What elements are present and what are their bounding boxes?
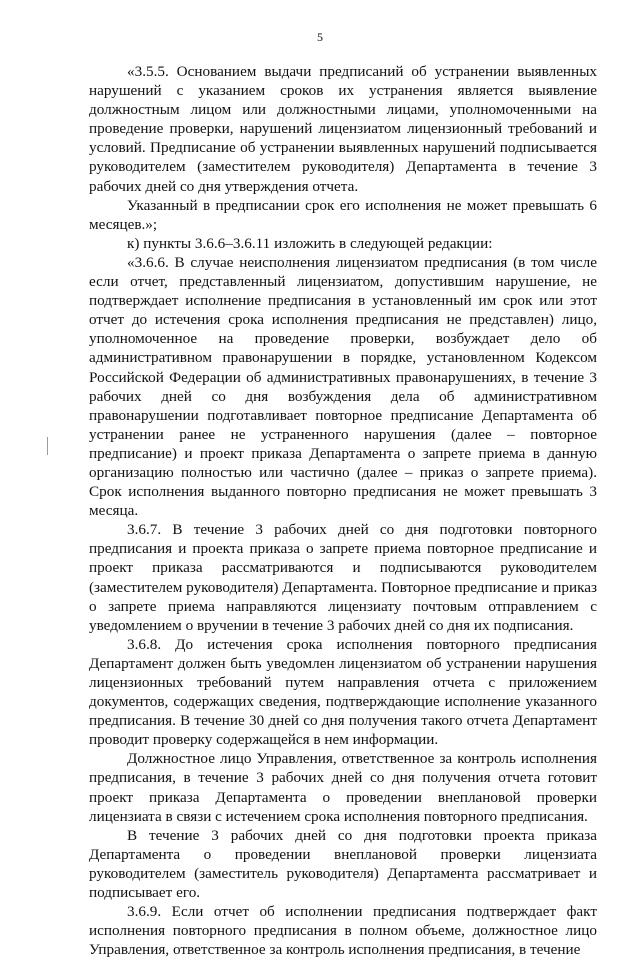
paragraph-inspection-order: В течение 3 рабочих дней со дня подготовки проекта приказа Департамента о проведении внеплановой проверки лицензиата руководителем (заместитель руководителя) Департамента рассматривает и подписывает его. xyxy=(89,826,597,902)
page-number: 5 xyxy=(317,30,323,44)
paragraph-deadline-limit: Указанный в предписании срок его исполнения не может превышать 6 месяцев.»; xyxy=(89,196,597,233)
paragraph-item-k: к) пункты 3.6.6–3.6.11 изложить в следующей редакции: xyxy=(127,234,493,252)
paragraph-3-6-9: 3.6.9. Если отчет об исполнении предписания подтверждает факт исполнения повторного предписания в полном объеме, должностное лицо Управления, ответственное за контроль исполнения предписания, в течение xyxy=(89,903,597,959)
paragraph-official-responsible: Должностное лицо Управления, ответственное за контроль исполнения предписания, в течение 3 рабочих дней со дня получения отчета готовит проект приказа Департамента о проведении внеплановой проверки лицензиата в связи с истечением срока исполнения повторного предписания. xyxy=(89,750,597,825)
paragraph-3-6-8: 3.6.8. До истечения срока исполнения повторного предписания Департамент должен быть уведомлен лицензиатом об устранении нарушения лицензионных требований путем направления отчета с приложением документов, содержащих сведения, подтверждающие исполнение указанного предписания. В течение 30 дней со дня получения такого отчета Департамент проводит проверку содержащейся в нем информации. xyxy=(89,635,597,749)
paragraph-3-6-7: 3.6.7. В течение 3 рабочих дней со дня подготовки повторного предписания и проекта приказа о запрете приема повторное предписание и проект приказа рассматриваются и подписываются руководителем (заместителем руководителя) Департамента. Повторное предписание и приказ о запрете приема направляются лицензиату почтовым отправлением с уведомлением о вручении в течение 3 рабочих дней со дня их подписания. xyxy=(89,521,597,634)
paragraph-3-6-6: «3.6.6. В случае неисполнения лицензиатом предписания (в том числе если отчет, представленный лицензиатом, допустившим нарушение, не подтверждает исполнение предписания в установленный им срок или этот отчет до истечения срока исполнения предписания не представлен) лицо, уполномоченное на проведение проверки, возбуждает дело об административном правонарушении в порядке, установленном Кодексом Российской Федерации об административных правонарушениях, в течение 3 рабочих дней со дня возбуждения дела об административном правонарушении подготавливает повторное предписание Департамента об устранении ранее не устраненного нарушения (далее – повторное предписание) и проект приказа Департамента о запрете приема в данную организацию полностью или частично (далее – приказ о запрете приема). Срок исполнения выданного повторно предписания не может превышать 3 месяца. xyxy=(89,253,597,520)
document-body xyxy=(89,62,597,959)
margin-mark xyxy=(47,437,48,455)
paragraph-3-5-5: «3.5.5. Основанием выдачи предписаний об устранении выявленных нарушений с указанием сроков их устранения является выявление должностным лицом или должностными лицами, уполномоченными на проведение проверки, нарушений лицензиатом лицензионный требований и условий. Предписание об устранении выявленных нарушений подписывается руководителем (заместителем руководителя) Департамента в течение 3 рабочих дней со дня утверждения отчета. xyxy=(89,63,597,195)
